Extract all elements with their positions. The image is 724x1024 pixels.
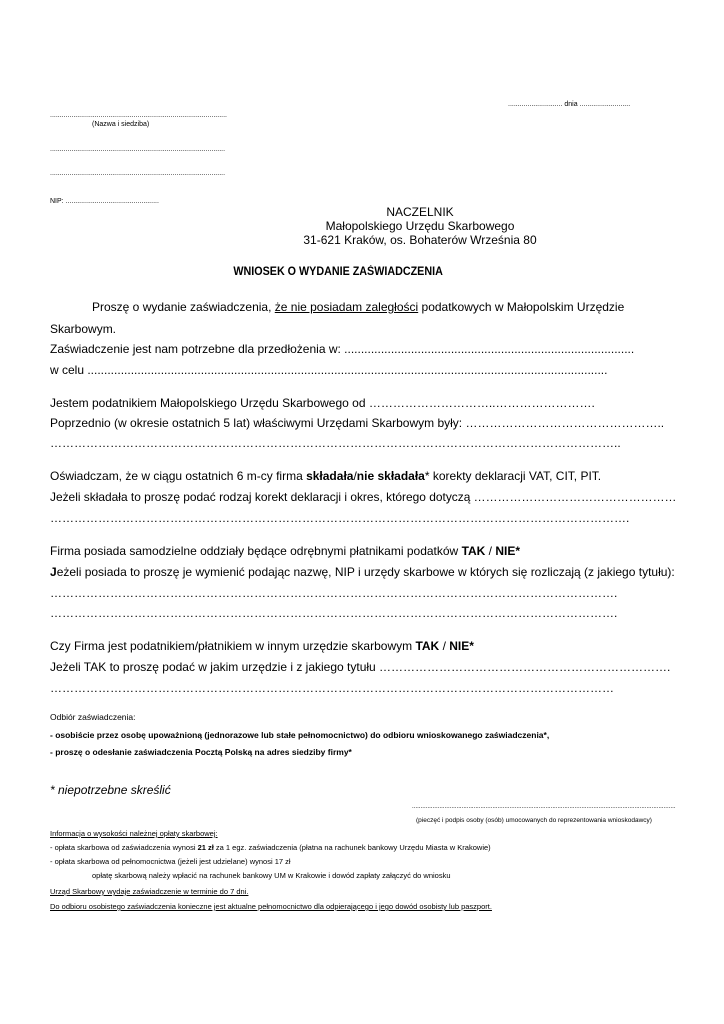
branches-cont-1: …………………………………………………………………………………………………………………………….: [50, 586, 618, 600]
corrections-statement: Oświadczam, że w ciągu ostatnich 6 m-cy firma składała/nie składała* korekty deklaracji VAT, CIT, PIT.: [50, 469, 602, 483]
pickup-option-mail: - proszę o odesłanie zaświadczenia Pocztą Polską na adres siedziby firmy*: [50, 747, 352, 757]
recipient-title: NACZELNIK: [386, 205, 454, 219]
branches-if-line: Jeżeli posiada to proszę je wymienić podając nazwę, NIP i urzędy skarbowe w których się rozliczają (z jakiego tytułu):: [50, 565, 675, 579]
recipient-office: Małopolskiego Urzędu Skarbowego: [325, 219, 515, 233]
request-paragraph: Proszę o wydanie zaświadczenia, że nie posiadam zaległości podatkowych w Małopolskim Urzędzie: [92, 300, 625, 314]
corrections-cont: ……………………………………………………………………………………………………………………………….: [50, 511, 630, 525]
signature-line: ..........................................................................................................................................................: [412, 803, 676, 810]
recipient-address: 31-621 Kraków, os. Bohaterów Września 80: [303, 233, 537, 247]
taxpayer-since-line: Jestem podatnikiem Małopolskiego Urzędu Skarbowego od …………………………..…………………….: [50, 396, 595, 410]
date-line: ............................ dnia ..........................: [508, 101, 631, 108]
name-caption: (Nazwa i siedziba): [92, 121, 150, 128]
fee-certificate: - opłata skarbowa od zaświadczenia wynosi 21 zł za 1 egz. zaświadczenia (płatna na rachunek bankowy Urzędu Miasta w Krakowie): [50, 843, 491, 852]
nip-line: NIP: ................................................: [50, 198, 159, 205]
previous-offices-cont: ……………………………………………………………………………………………………………………………..: [50, 436, 621, 450]
address-line-2: ..........................................................................................: [50, 170, 226, 177]
fee-payment-info: opłatę skarbową należy wpłacić na rachunek bankowy UM w Krakowie i dowód zapłaty załączyć do wniosku: [92, 871, 451, 880]
pickup-title: Odbiór zaświadczenia:: [50, 712, 136, 722]
fee-power-of-attorney: - opłata skarbowa od pełnomocnictwa (jeżeli jest udzielane) wynosi 17 zł: [50, 857, 291, 866]
address-line-1: ..........................................................................................: [50, 146, 226, 153]
no-arrears-phrase: że nie posiadam zaległości: [274, 300, 419, 314]
document-title: WNIOSEK O WYDANIE ZAŚWIADCZENIA: [233, 266, 443, 278]
pickup-option-personal: - osobiście przez osobę upoważnioną (jednorazowe lub stałe pełnomocnictwo) do odbioru wnioskowanego zaświadczenia*,: [50, 730, 550, 740]
personal-pickup-note: Do odbioru osobistego zaświadczenia konieczne jest aktualne pełnomocnictwo dla odpierającego i jego dowód osobisty lub paszport.: [50, 902, 492, 911]
goal-line: w celu ............................................................................................................................................................: [50, 363, 608, 377]
branches-question: Firma posiada samodzielne oddziały będące odrębnymi płatnikami podatków TAK / NIE*: [50, 544, 521, 558]
name-line: ...........................................................................................: [50, 112, 227, 119]
other-office-cont: ……………………………………………………………………………………………………………………………: [50, 681, 614, 695]
footnote: * niepotrzebne skreślić: [50, 783, 171, 797]
request-paragraph-end: Skarbowym.: [50, 322, 117, 336]
signature-caption: (pieczęć i podpis osoby (osób) umocowanych do reprezentowania wnioskodawcy): [416, 817, 652, 824]
fees-title: Informacja o wysokości należnej opłaty skarbowej:: [50, 829, 218, 838]
issue-deadline-note: Urząd Skarbowy wydaje zaświadczenie w terminie do 7 dni.: [50, 887, 249, 896]
corrections-if-line: Jeżeli składała to proszę podać rodzaj korekt deklaracji i okres, którego dotyczą ……………………………………………: [50, 490, 677, 504]
other-office-if-line: Jeżeli TAK to proszę podać w jakim urzędzie i z jakiego tytułu ……………………………………………………………….: [50, 660, 671, 674]
previous-offices-line: Poprzednio (w okresie ostatnich 5 lat) właściwymi Urzędami Skarbowym były: …………………………………………..: [50, 416, 665, 430]
branches-cont-2: …………………………………………………………………………………………………………………………….: [50, 606, 618, 620]
purpose-line: Zaświadczenie jest nam potrzebne dla przedłożenia w: .......................................................................................: [50, 342, 635, 356]
other-office-question: Czy Firma jest podatnikiem/płatnikiem w innym urzędzie skarbowym TAK / NIE*: [50, 639, 474, 653]
